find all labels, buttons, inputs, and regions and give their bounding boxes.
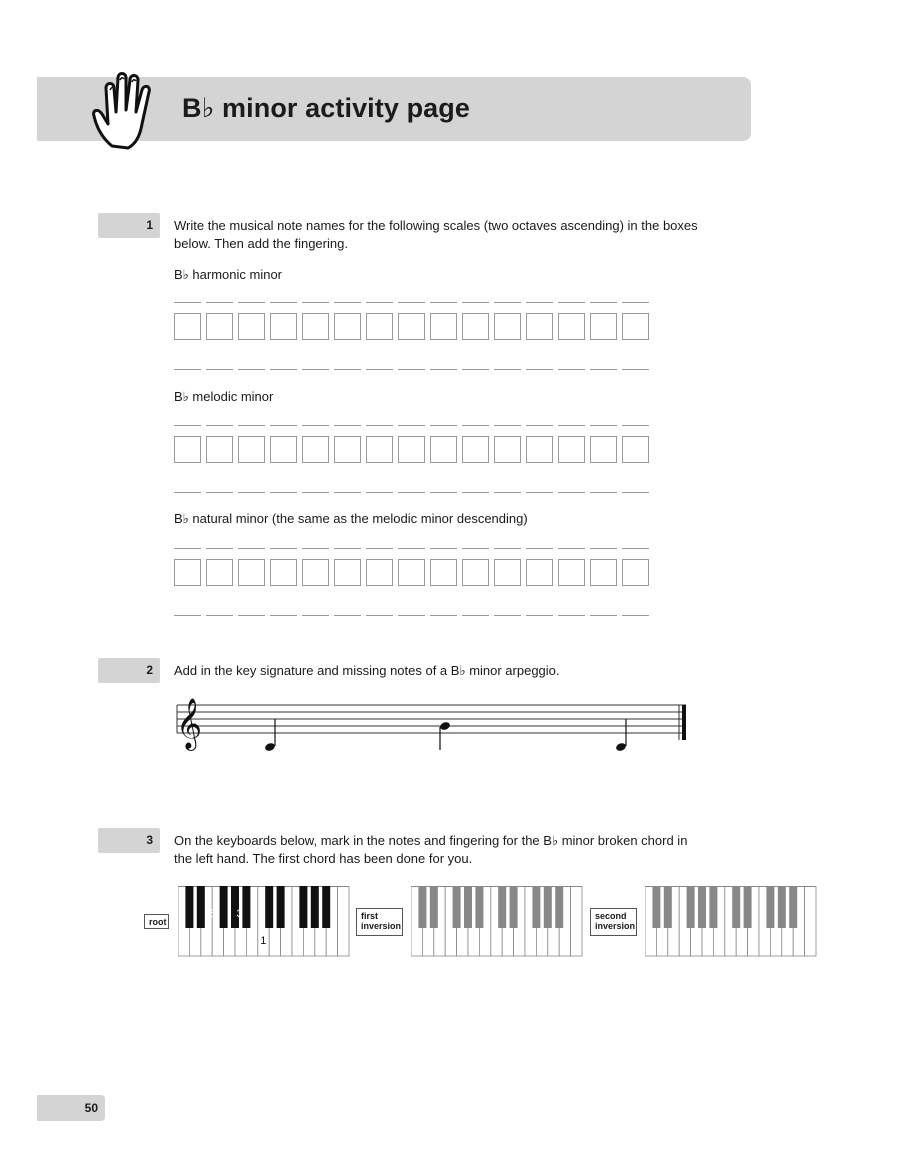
fingering-line-above: [558, 548, 585, 549]
fingering-line-above: [526, 548, 553, 549]
answer-cell: [238, 423, 270, 493]
fingering-line-above: [398, 425, 425, 426]
fingering-line-below: [494, 492, 521, 493]
black-key[interactable]: [510, 886, 518, 928]
note-name-box[interactable]: [430, 436, 457, 463]
note-name-box[interactable]: [366, 559, 393, 586]
answer-cell: [430, 423, 462, 493]
answer-cell: [366, 423, 398, 493]
black-key[interactable]: [430, 886, 438, 928]
note-name-box[interactable]: [622, 559, 649, 586]
fingering-line-above: [366, 548, 393, 549]
fingering-line-above: [366, 302, 393, 303]
answer-cell: [622, 423, 654, 493]
fingering-line-below: [334, 492, 361, 493]
fingering-line-below: [622, 369, 649, 370]
fingering-line-above: [238, 302, 265, 303]
answer-cell: [270, 423, 302, 493]
answer-cell: [270, 300, 302, 370]
fingering-line-above: [590, 548, 617, 549]
black-key[interactable]: [652, 886, 660, 928]
white-key[interactable]: [338, 886, 349, 956]
fingering-line-below: [526, 492, 553, 493]
black-key[interactable]: [418, 886, 426, 928]
fingering-line-above: [398, 548, 425, 549]
fingering-line-above: [334, 302, 361, 303]
fingering-line-above: [590, 425, 617, 426]
note-name-box[interactable]: [174, 559, 201, 586]
black-key[interactable]: [277, 886, 285, 928]
fingering-line-below: [622, 615, 649, 616]
note-name-box[interactable]: [494, 313, 521, 340]
black-key[interactable]: [532, 886, 540, 928]
fingering-line-above: [526, 425, 553, 426]
answer-cell: [558, 423, 590, 493]
answer-cell: [206, 300, 238, 370]
fingering-line-below: [526, 615, 553, 616]
fingering-number: 5: [209, 908, 216, 920]
answer-cell: [622, 546, 654, 616]
black-key[interactable]: [197, 886, 205, 928]
note-name-box[interactable]: [398, 559, 425, 586]
fingering-line-above: [270, 548, 297, 549]
answer-cell: [622, 300, 654, 370]
scale-label-natural: B♭ natural minor (the same as the melodic minor descending): [174, 511, 528, 526]
treble-clef-icon: [176, 698, 202, 751]
fingering-line-above: [462, 302, 489, 303]
answer-cell: [270, 546, 302, 616]
black-key[interactable]: [498, 886, 506, 928]
answer-cell: [526, 423, 558, 493]
black-key[interactable]: [475, 886, 483, 928]
black-key[interactable]: [687, 886, 695, 928]
fingering-line-above: [494, 548, 521, 549]
fingering-line-below: [494, 369, 521, 370]
answer-cell: [302, 546, 334, 616]
answer-cell: [462, 546, 494, 616]
fingering-line-below: [174, 369, 201, 370]
note-name-box[interactable]: [334, 559, 361, 586]
black-key[interactable]: [709, 886, 717, 928]
note-name-box[interactable]: [206, 313, 233, 340]
keyboard-second-inversion: [645, 886, 817, 958]
note-name-box[interactable]: [334, 436, 361, 463]
fingering-line-above: [302, 425, 329, 426]
fingering-line-above: [366, 425, 393, 426]
black-key[interactable]: [732, 886, 740, 928]
question-number-2: 2: [98, 658, 160, 683]
note-name-box[interactable]: [558, 559, 585, 586]
fingering-line-below: [334, 615, 361, 616]
note-name-box[interactable]: [174, 313, 201, 340]
note-name-box[interactable]: [430, 559, 457, 586]
fingering-line-below: [302, 492, 329, 493]
note-name-box[interactable]: [462, 436, 489, 463]
fingering-line-below: [558, 369, 585, 370]
fingering-line-above: [430, 425, 457, 426]
note-name-box[interactable]: [238, 436, 265, 463]
fingering-line-below: [270, 492, 297, 493]
fingering-line-below: [558, 492, 585, 493]
black-key[interactable]: [322, 886, 330, 928]
black-key[interactable]: [766, 886, 774, 928]
fingering-line-below: [206, 492, 233, 493]
answer-cell: [494, 300, 526, 370]
fingering-line-below: [174, 492, 201, 493]
note-name-box[interactable]: [270, 313, 297, 340]
fingering-number: 1: [260, 935, 267, 947]
note-name-box[interactable]: [622, 313, 649, 340]
answer-cell: [174, 423, 206, 493]
fingering-line-below: [238, 369, 265, 370]
black-key[interactable]: [778, 886, 786, 928]
page-number: 50: [37, 1095, 105, 1121]
fingering-line-below: [302, 369, 329, 370]
black-key[interactable]: [453, 886, 461, 928]
fingering-line-above: [494, 425, 521, 426]
fingering-line-below: [398, 492, 425, 493]
note-name-box[interactable]: [526, 313, 553, 340]
fingering-line-below: [334, 369, 361, 370]
fingering-line-below: [206, 615, 233, 616]
fingering-line-below: [590, 492, 617, 493]
black-key[interactable]: [242, 886, 250, 928]
answer-cell: [174, 546, 206, 616]
fingering-line-above: [622, 302, 649, 303]
answer-cell: [398, 423, 430, 493]
note-name-box[interactable]: [238, 313, 265, 340]
arpeggio-note: [439, 721, 451, 750]
fingering-line-below: [590, 615, 617, 616]
answer-cell: [462, 423, 494, 493]
answer-cell: [238, 300, 270, 370]
fingering-line-above: [270, 302, 297, 303]
fingering-line-above: [302, 302, 329, 303]
note-name-box[interactable]: [398, 313, 425, 340]
fingering-line-below: [590, 369, 617, 370]
fingering-line-below: [558, 615, 585, 616]
black-key[interactable]: [544, 886, 552, 928]
answer-cell: [302, 423, 334, 493]
question-number-1: 1: [98, 213, 160, 238]
fingering-line-below: [462, 369, 489, 370]
note-name-box[interactable]: [494, 436, 521, 463]
fingering-line-above: [462, 548, 489, 549]
note-name-box[interactable]: [270, 436, 297, 463]
svg-text:𝄞: 𝄞: [176, 698, 203, 749]
fingering-line-above: [558, 425, 585, 426]
keyboard-label-root: root: [144, 914, 169, 929]
note-name-box[interactable]: [174, 436, 201, 463]
answer-cell: [526, 300, 558, 370]
note-name-box[interactable]: [302, 559, 329, 586]
note-name-box[interactable]: [206, 436, 233, 463]
fingering-line-above: [622, 548, 649, 549]
answer-boxes-harmonic: [174, 300, 654, 370]
black-key[interactable]: [265, 886, 273, 928]
note-name-box[interactable]: [558, 313, 585, 340]
answer-cell: [558, 546, 590, 616]
fingering-line-below: [398, 369, 425, 370]
answer-cell: [430, 300, 462, 370]
answer-cell: [398, 546, 430, 616]
note-name-box[interactable]: [206, 559, 233, 586]
black-key[interactable]: [744, 886, 752, 928]
fingering-line-below: [174, 615, 201, 616]
note-name-box[interactable]: [558, 436, 585, 463]
fingering-line-above: [206, 302, 233, 303]
answer-cell: [334, 423, 366, 493]
fingering-line-below: [430, 492, 457, 493]
black-key[interactable]: [664, 886, 672, 928]
scale-label-melodic: B♭ melodic minor: [174, 389, 274, 404]
answer-cell: [494, 546, 526, 616]
fingering-line-above: [174, 548, 201, 549]
answer-cell: [590, 546, 622, 616]
white-key[interactable]: [571, 886, 582, 956]
fingering-line-below: [302, 615, 329, 616]
question-3-text: On the keyboards below, mark in the notes and fingering for the B♭ minor broken chord in the left hand. The first chord has been done for you.: [174, 833, 688, 866]
fingering-line-below: [526, 369, 553, 370]
keyboard-root: [178, 886, 350, 958]
note-name-box[interactable]: [430, 313, 457, 340]
black-key[interactable]: [464, 886, 472, 928]
fingering-line-below: [366, 492, 393, 493]
fingering-line-below: [494, 615, 521, 616]
black-key[interactable]: [185, 886, 193, 928]
fingering-line-above: [334, 548, 361, 549]
note-name-box[interactable]: [302, 436, 329, 463]
fingering-line-above: [206, 548, 233, 549]
note-name-box[interactable]: [494, 559, 521, 586]
answer-cell: [398, 300, 430, 370]
fingering-line-above: [334, 425, 361, 426]
page-title: B♭ minor activity page: [182, 93, 471, 123]
black-key[interactable]: [220, 886, 228, 928]
black-key[interactable]: [555, 886, 563, 928]
keyboard-label-first-inversion: first inversion: [356, 908, 403, 936]
answer-cell: [238, 546, 270, 616]
answer-cell: [430, 546, 462, 616]
note-name-box[interactable]: [590, 313, 617, 340]
fingering-line-above: [526, 302, 553, 303]
fingering-line-below: [366, 615, 393, 616]
answer-cell: [206, 423, 238, 493]
answer-boxes-melodic: [174, 423, 654, 493]
hand-icon: [88, 68, 164, 150]
note-name-box[interactable]: [462, 313, 489, 340]
fingering-line-below: [366, 369, 393, 370]
question-1-text: Write the musical note names for the following scales (two octaves ascending) in the boxes below. Then add the fingering.: [174, 218, 698, 251]
fingering-line-above: [494, 302, 521, 303]
fingering-line-above: [462, 425, 489, 426]
fingering-line-above: [206, 425, 233, 426]
answer-cell: [558, 300, 590, 370]
fingering-line-above: [270, 425, 297, 426]
arpeggio-note: [264, 719, 276, 752]
fingering-line-below: [270, 369, 297, 370]
black-key[interactable]: [231, 886, 239, 928]
note-name-box[interactable]: [270, 559, 297, 586]
fingering-number: 3: [236, 908, 243, 920]
answer-boxes-natural: [174, 546, 654, 616]
fingering-line-above: [174, 302, 201, 303]
answer-cell: [302, 300, 334, 370]
white-key[interactable]: [805, 886, 816, 956]
fingering-line-below: [622, 492, 649, 493]
arpeggio-note: [615, 719, 627, 752]
fingering-line-below: [206, 369, 233, 370]
answer-cell: [462, 300, 494, 370]
black-key[interactable]: [789, 886, 797, 928]
fingering-line-below: [398, 615, 425, 616]
fingering-line-above: [558, 302, 585, 303]
black-key[interactable]: [299, 886, 307, 928]
answer-cell: [526, 546, 558, 616]
fingering-line-below: [462, 615, 489, 616]
answer-cell: [494, 423, 526, 493]
music-staff: [174, 694, 694, 764]
black-key[interactable]: [311, 886, 319, 928]
fingering-line-above: [238, 425, 265, 426]
answer-cell: [334, 300, 366, 370]
fingering-line-above: [590, 302, 617, 303]
fingering-line-above: [174, 425, 201, 426]
note-name-box[interactable]: [398, 436, 425, 463]
note-name-box[interactable]: [462, 559, 489, 586]
fingering-line-above: [302, 548, 329, 549]
note-name-box[interactable]: [366, 313, 393, 340]
fingering-line-below: [462, 492, 489, 493]
question-number-3: 3: [98, 828, 160, 853]
note-name-box[interactable]: [526, 436, 553, 463]
fingering-line-below: [430, 369, 457, 370]
question-2-text: Add in the key signature and missing notes of a B♭ minor arpeggio.: [174, 663, 560, 678]
scale-label-harmonic: B♭ harmonic minor: [174, 267, 282, 282]
fingering-line-below: [270, 615, 297, 616]
fingering-line-above: [238, 548, 265, 549]
answer-cell: [366, 546, 398, 616]
note-name-box[interactable]: [238, 559, 265, 586]
answer-cell: [206, 546, 238, 616]
fingering-line-below: [430, 615, 457, 616]
answer-cell: [590, 300, 622, 370]
answer-cell: [334, 546, 366, 616]
note-name-box[interactable]: [526, 559, 553, 586]
answer-cell: [590, 423, 622, 493]
note-name-box[interactable]: [590, 436, 617, 463]
fingering-line-above: [398, 302, 425, 303]
fingering-line-below: [238, 615, 265, 616]
keyboard-label-second-inversion: second inversion: [590, 908, 637, 936]
fingering-line-above: [430, 302, 457, 303]
note-name-box[interactable]: [622, 436, 649, 463]
note-name-box[interactable]: [302, 313, 329, 340]
answer-cell: [366, 300, 398, 370]
note-name-box[interactable]: [334, 313, 361, 340]
fingering-line-below: [238, 492, 265, 493]
note-name-box[interactable]: [366, 436, 393, 463]
answer-cell: [174, 300, 206, 370]
fingering-line-above: [622, 425, 649, 426]
black-key[interactable]: [698, 886, 706, 928]
note-name-box[interactable]: [590, 559, 617, 586]
keyboard-first-inversion: [411, 886, 583, 958]
fingering-line-above: [430, 548, 457, 549]
